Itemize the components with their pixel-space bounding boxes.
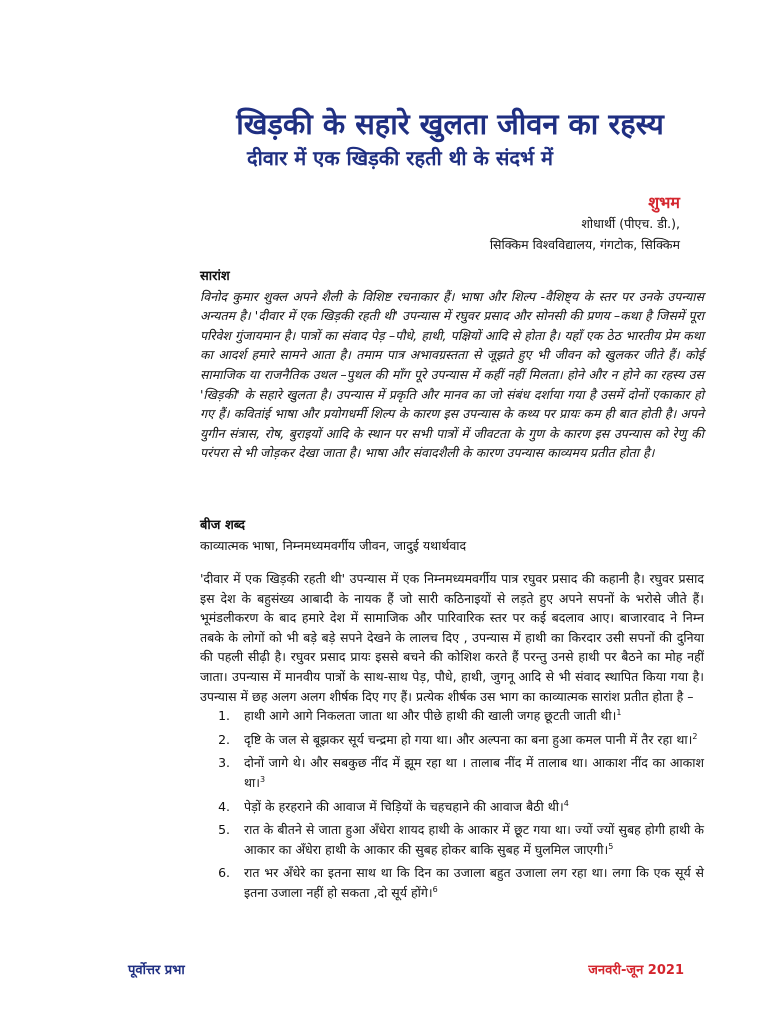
footnote-ref: 2 xyxy=(692,731,698,741)
footnote-ref: 4 xyxy=(563,798,569,808)
list-item-text xyxy=(244,753,704,792)
list-item-quote: हाथी आगे आगे निकलता जाता था और पीछे हाथी की खाली जगह छूटती जाती थी। xyxy=(244,708,617,724)
abstract-section xyxy=(200,267,704,463)
list-item xyxy=(200,863,704,902)
author-designation: शोधार्थी (पीएच. डी.), xyxy=(581,216,680,231)
list-item xyxy=(200,797,704,817)
abstract-heading: सारांश xyxy=(200,269,230,284)
intro-paragraph: 'दीवार में एक खिड़की रहती थी' उपन्यास में एक निम्नमध्यमवर्गीय पात्र रघुवर प्रसाद की कहानी है। रघुवर प्रसाद इस देश के बहुसंख्य आबादी के नायक हैं जो सारी कठिनाइयों से लड़ते हुए अपने सपनों के भरोसे जीते हैं। भूमंडलीकरण के बाद हमारे देश में सामाजिक और पारिवारिक स्तर पर कई बदलाव आए। बाजारवाद ने निम्न तबके के लोगों को भी बड़े बड़े सपने देखने के लालच दिए , उपन्यास में हाथी का किरदार उसी सपनों की दुनिया की पहली सीढ़ी है। रघुवर प्रसाद प्रायः इससे बचने की कोशिश करते हैं परन्तु उनसे हाथी पर बैठने का मोह नहीं जाता। उपन्यास में मानवीय पात्रों के साथ-साथ पेड़, पौधे, हाथी, जुगनू आदि से भी संवाद स्थापित किया गया है। उपन्यास में छह अलग अलग शीर्षक दिए गए हैं। प्रत्येक शीर्षक उस भाग का काव्यात्मक सारांश प्रतीत होता है – xyxy=(200,571,704,704)
list-item-text xyxy=(244,730,704,750)
list-item xyxy=(200,820,704,859)
list-item-text xyxy=(244,863,704,902)
list-item xyxy=(200,706,704,726)
article-subtitle: दीवार में एक खिड़की रहती थी के संदर्भ में xyxy=(246,146,553,170)
list-item-number: 1. xyxy=(218,708,230,724)
footer-issue: जनवरी-जून 2021 xyxy=(588,963,684,978)
list-item-number: 6. xyxy=(218,865,230,881)
list-item-number: 3. xyxy=(218,755,230,771)
author-name: शुभम xyxy=(648,193,680,212)
footnote-ref: 3 xyxy=(259,774,266,784)
list-item-number: 5. xyxy=(218,822,230,838)
author-block xyxy=(490,192,680,255)
list-item-quote: दृष्टि के जल से बूझकर सूर्य चन्द्रमा हो गया था। और अल्पना का बना हुआ कमल पानी में तैर रहा था। xyxy=(244,731,693,747)
list-item xyxy=(200,730,704,750)
abstract-text: विनोद कुमार शुक्ल अपने शैली के विशिष्ट रचनाकार हैं। भाषा और शिल्प -वैशिष्ट्य के स्तर पर उनके उपन्यास अन्यतम है। 'दीवार में एक खिड़की रहती थी' उपन्यास में रघुवर प्रसाद और सोनसी की प्रणय –कथा है जिसमें पूरा परिवेश गुंजायमान है। पात्रों का संवाद पेड़ –पौधे, हाथी, पक्षियों आदि से होता है। यहाँ एक ठेठ भारतीय प्रेम कथा का आदर्श हमारे सामने आता है। तमाम पात्र अभावग्रस्तता से जूझते हुए भी जीवन को खुलकर जीते हैं। कोई सामाजिक या राजनैतिक उथल –पुथल की माँग पूरे उपन्यास में कहीं नहीं मिलता। होने और न होने का रहस्य उस 'खिड़की' के सहारे खुलता है। उपन्यास में प्रकृति और मानव का जो संबंध दर्शाया गया है उसमें दोनों एकाकार हो गए हैं। कवितांई भाषा और प्रयोगधर्मी शिल्प के कारण इस उपन्यास के कथ्य पर प्रायः कम ही बात होती है। अपने युगीन संत्रास, रोष, बुराइयों आदि के स्थान पर सभी पात्रों में जीवटता के गुण के कारण इस उपन्यास को रेणु की परंपरा से भी जोड़कर देखा जाता है। भाषा और संवादशैली के कारण उपन्यास काव्यमय प्रतीत होता है। xyxy=(200,288,704,461)
list-item-text xyxy=(244,706,704,726)
list-item-text xyxy=(244,797,704,817)
list-item-number: 2. xyxy=(218,731,230,747)
list-item-quote: पेड़ों के हरहराने की आवाज में चिड़ियों के चहचहाने की आवाज बैठी थी। xyxy=(244,798,564,814)
footnote-ref: 1 xyxy=(616,708,622,717)
keywords-heading: बीज शब्द xyxy=(200,518,246,533)
article-title: खिड़की के सहारे खुलता जीवन का रहस्य xyxy=(236,107,664,141)
keywords-text: काव्यात्मक भाषा, निम्नमध्यमवर्गीय जीवन, जादुई यथार्थवाद xyxy=(200,537,467,553)
quote-list xyxy=(200,706,704,902)
footnote-ref: 6 xyxy=(432,884,438,894)
list-item-quote: रात भर अँधेरे का इतना साथ था कि दिन का उजाला बहुत उजाला लग रहा था। लगा कि एक सूर्य से इतना उजाला नहीं हो सकता ,दो सूर्य होंगे। xyxy=(244,865,704,900)
list-item-quote: दोनों जागे थे। और सबकुछ नींद में झूम रहा था । तालाब नींद में तालाब था। आकाश नींद का आकाश था। xyxy=(244,755,704,790)
author-affiliation: सिक्किम विश्वविद्यालय, गंगटोक, सिक्किम xyxy=(489,237,680,252)
footnote-ref: 5 xyxy=(608,841,614,851)
keywords-section xyxy=(200,516,704,555)
main-body xyxy=(200,569,704,907)
footer-journal-name: पूर्वोत्तर प्रभा xyxy=(128,963,185,978)
list-item-text xyxy=(244,820,704,859)
list-item-quote: रात के बीतने से जाता हुआ अँधेरा शायद हाथी के आकार में छूट गया था। ज्यों ज्यों सुबह होगी हाथी के आकार का अँधेरा हाथी के आकार की सुबह होकर बाकि सुबह में घुलमिल जाएगी। xyxy=(244,822,704,857)
list-item xyxy=(200,753,704,792)
list-item-number: 4. xyxy=(218,798,230,814)
